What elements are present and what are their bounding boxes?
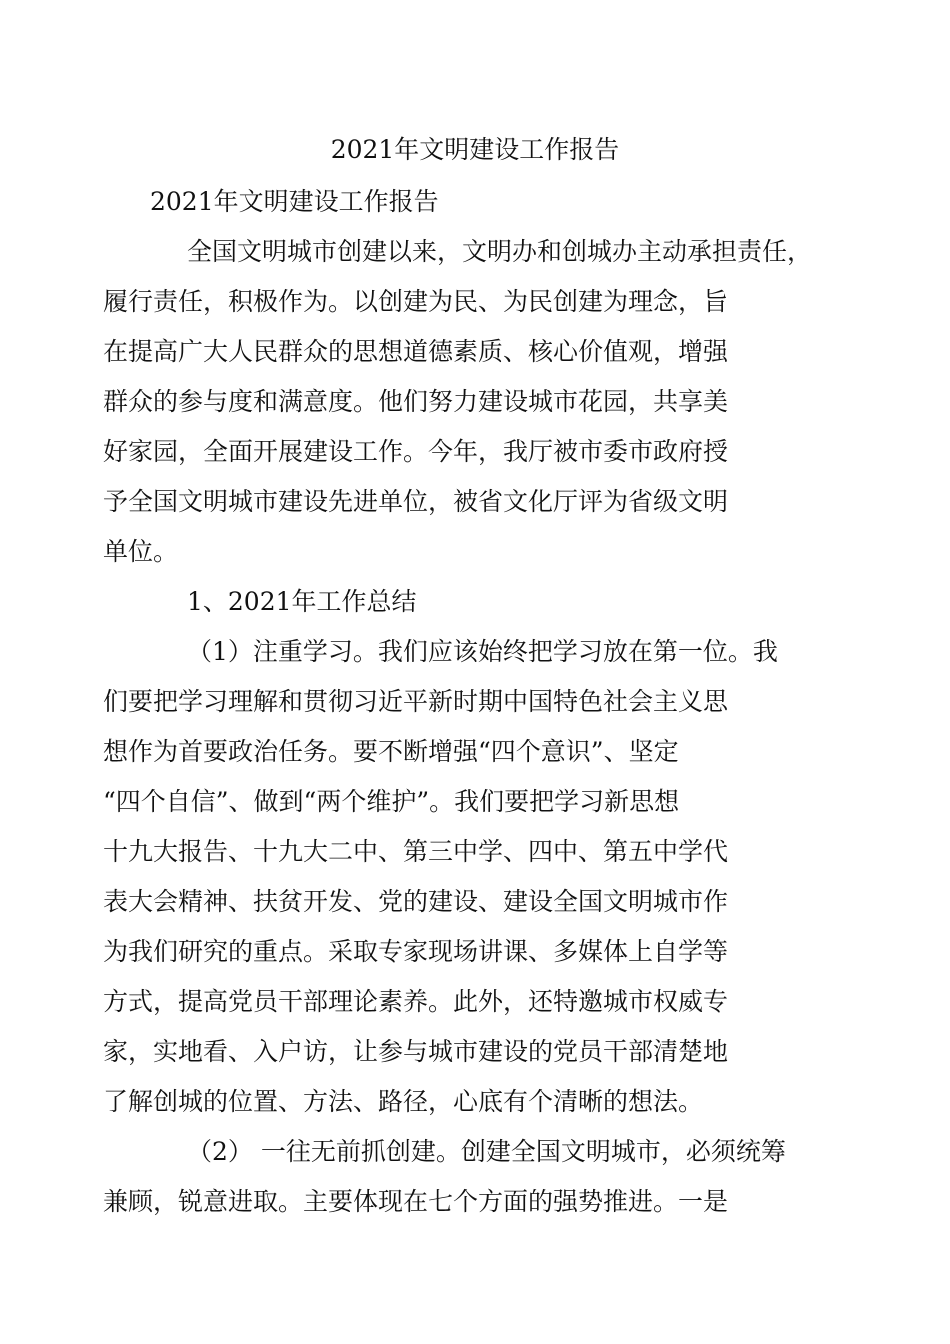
paragraph-creation <box>103 1127 825 1227</box>
text-line: 群众的参与度和满意度。他们努力建设城市花园，共享美 <box>103 387 729 416</box>
text-line: 为我们研究的重点。采取专家现场讲课、多媒体上自学等 <box>103 937 729 966</box>
text-line: （1）注重学习。我们应该始终把学习放在第一位。我 <box>187 637 778 666</box>
text-line: 单位。 <box>103 537 179 566</box>
text-line: “四个自信”、做到“两个维护”。我们要把学习新思想 <box>103 787 680 816</box>
text-line: 全国文明城市创建以来，文明办和创城办主动承担责任， <box>187 237 813 266</box>
text-line: 了解创城的位置、方法、路径，心底有个清晰的想法。 <box>103 1087 704 1116</box>
text-line: 方式，提高党员干部理论素养。此外，还特邀城市权威专 <box>103 987 729 1016</box>
text-line: 十九大报告、十九大二中、第三中学、四中、第五中学代 <box>103 837 729 866</box>
text-line: 予全国文明城市建设先进单位，被省文化厅评为省级文明 <box>103 487 729 516</box>
document-title: 2021年文明建设工作报告 <box>330 135 620 164</box>
text-line: 在提高广大人民群众的思想道德素质、核心价值观，增强 <box>103 337 729 366</box>
document-subtitle: 2021年文明建设工作报告 <box>150 187 439 216</box>
text-line: 好家园，全面开展建设工作。今年，我厅被市委市政府授 <box>103 437 729 466</box>
text-line: 表大会精神、扶贫开发、党的建设、建设全国文明城市作 <box>103 887 729 916</box>
paragraph-intro <box>103 227 825 577</box>
text-line: 家，实地看、入户访，让参与城市建设的党员干部清楚地 <box>103 1037 729 1066</box>
section-heading <box>145 577 825 627</box>
text-line: （2） 一往无前抓创建。创建全国文明城市，必须统筹 <box>187 1137 786 1166</box>
text-line: 想作为首要政治任务。要不断增强“四个意识”、坚定 <box>103 737 679 766</box>
document-body <box>103 227 825 1227</box>
text-line: 兼顾，锐意进取。主要体现在七个方面的强势推进。一是 <box>103 1187 729 1216</box>
text-line: 们要把学习理解和贯彻习近平新时期中国特色社会主义思 <box>103 687 729 716</box>
text-line: 1、2021年工作总结 <box>187 587 417 616</box>
text-line: 履行责任，积极作为。以创建为民、为民创建为理念，旨 <box>103 287 729 316</box>
paragraph-study <box>103 627 825 1127</box>
